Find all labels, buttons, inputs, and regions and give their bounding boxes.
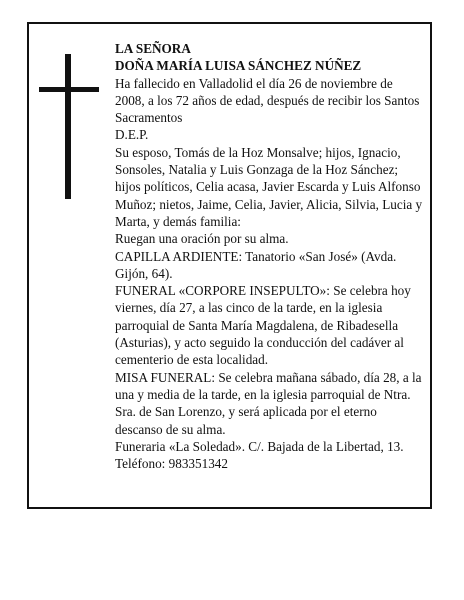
dep-line: D.E.P. xyxy=(115,127,149,143)
notice-title: LA SEÑORA xyxy=(115,41,191,56)
cross-horizontal-bar xyxy=(39,87,99,92)
funeral-info: FUNERAL «CORPORE INSEPULTO»: Se celebra hoy viernes, día 27, a las cinco de la tarde, en la iglesia parroquial de Santa María Magdalena, de Ribadesella (Asturias), y acto seguido la conducción del cadáver al cementerio de esta localidad. xyxy=(115,283,411,368)
cross-icon xyxy=(39,54,99,199)
notice-text xyxy=(115,40,423,472)
death-announcement: Ha fallecido en Valladolid el día 26 de noviembre de 2008, a los 72 años de edad, después de recibir los Santos Sacramentos xyxy=(115,75,420,126)
cross-vertical-bar xyxy=(65,54,71,199)
family-list: Su esposo, Tomás de la Hoz Monsalve; hijos, Ignacio, Sonsoles, Natalia y Luis Gonzaga de la Hoz Sánchez; hijos políticos, Celia acasa, Javier Escarda y Luis Alfonso Muñoz; nietos, Jaime, Celia, Javier, Alicia, Silvia, Lucia y Marta, y demás familia: xyxy=(115,144,423,229)
deceased-name: DOÑA MARÍA LUISA SÁNCHEZ NÚÑEZ xyxy=(115,58,362,74)
funeral-home-info: Funeraria «La Soledad». C/. Bajada de la Libertad, 13. Teléfono: 983351342 xyxy=(115,438,404,472)
mass-info: MISA FUNERAL: Se celebra mañana sábado, día 28, a la una y media de la tarde, en la iglesia parroquial de Ntra. Sra. de San Lorenzo, y será aplicada por el eterno descanso de su alma. xyxy=(115,369,422,437)
prayer-request: Ruegan una oración por su alma. xyxy=(115,231,289,247)
obituary-notice xyxy=(27,22,432,509)
chapel-info: CAPILLA ARDIENTE: Tanatorio «San José» (Avda. Gijón, 64). xyxy=(115,248,397,281)
